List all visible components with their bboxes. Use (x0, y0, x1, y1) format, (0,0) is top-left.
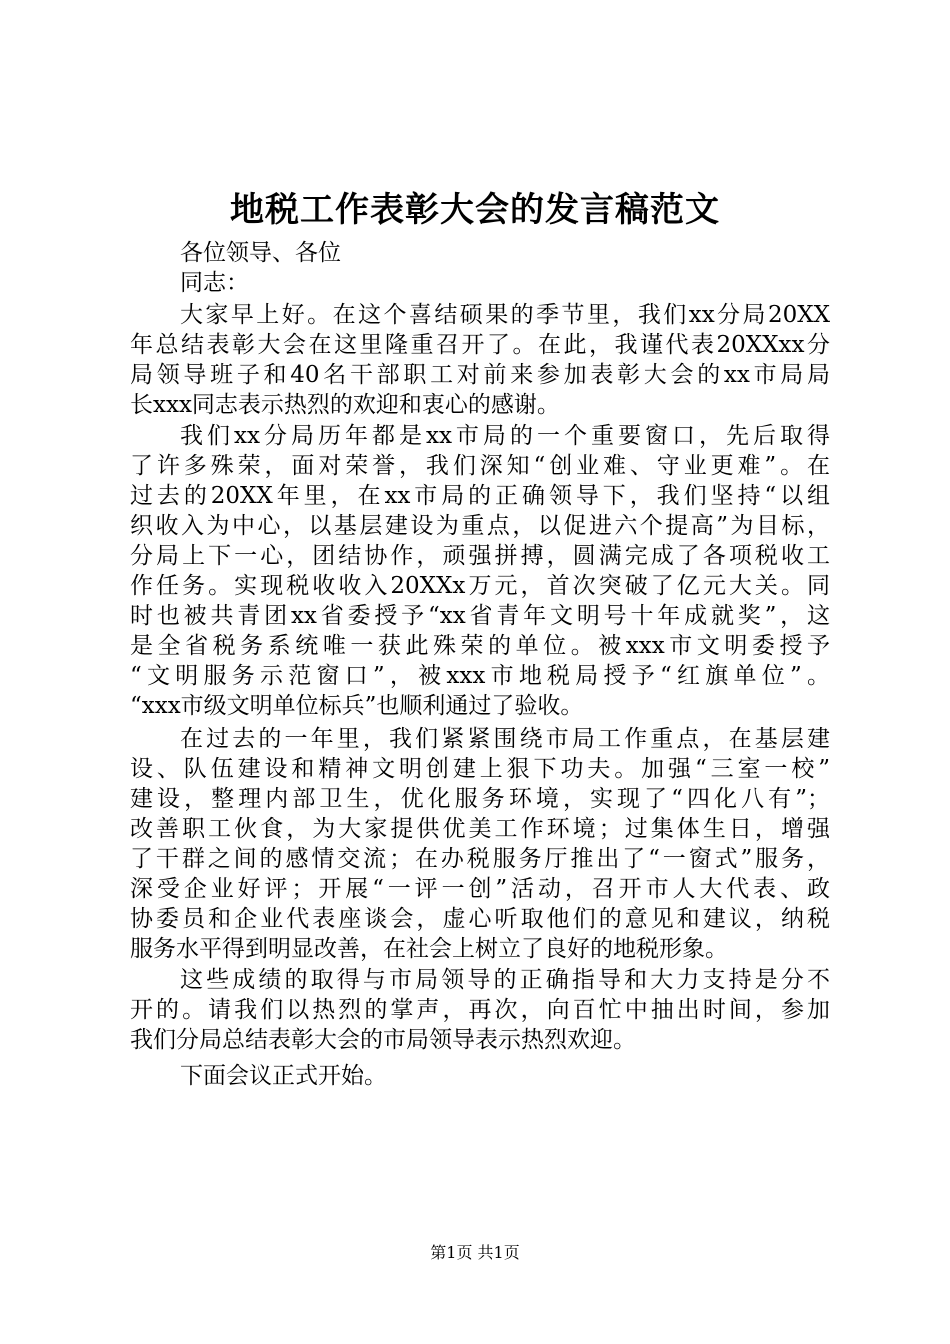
paragraph-4-line-2: 开的。请我们以热烈的掌声，再次，向百忙中抽出时间，参加 (130, 997, 830, 1023)
paragraph-2-line-2: 了许多殊荣，面对荣誉，我们深知“创业难、守业更难”。在 (130, 453, 830, 479)
paragraph-2-line-6: 作任务。实现税收收入20XXx万元，首次突破了亿元大关。同 (130, 573, 830, 599)
paragraph-2-line-4: 织收入为中心，以基层建设为重点，以促进六个提高”为目标， (130, 513, 830, 539)
paragraph-3-line-1: 在过去的一年里，我们紧紧围绕市局工作重点，在基层建 (180, 726, 830, 752)
document-title: 地税工作表彰大会的发言稿范文 (230, 190, 720, 230)
closing-line: 下面会议正式开始。 (180, 1063, 387, 1089)
paragraph-2-line-5: 分局上下一心，团结协作，顽强拼搏，圆满完成了各项税收工 (130, 543, 830, 569)
paragraph-1-line-4: 长xxx同志表示热烈的欢迎和衷心的感谢。 (130, 392, 560, 418)
paragraph-3-line-2: 设、队伍建设和精神文明创建上狠下功夫。加强“三室一校” (130, 756, 830, 782)
paragraph-3-line-7: 协委员和企业代表座谈会，虚心听取他们的意见和建议，纳税 (130, 906, 830, 932)
paragraph-1-line-3: 局领导班子和40名干部职工对前来参加表彰大会的xx市局局 (130, 362, 830, 388)
paragraph-1-line-2: 年总结表彰大会在这里隆重召开了。在此，我谨代表20XXxx分 (130, 332, 830, 358)
paragraph-2-line-7: 时也被共青团xx省委授予“xx省青年文明号十年成就奖”，这 (130, 603, 830, 629)
paragraph-2-line-1: 我们xx分局历年都是xx市局的一个重要窗口，先后取得 (180, 423, 830, 449)
paragraph-3-line-4: 改善职工伙食，为大家提供优美工作环境；过集体生日，增强 (130, 816, 830, 842)
paragraph-2-line-10: “xxx市级文明单位标兵”也顺利通过了验收。 (130, 693, 584, 719)
paragraph-2-line-9: “文明服务示范窗口”，被xxx市地税局授予“红旗单位”。 (130, 663, 830, 689)
salutation-line-1: 各位领导、各位 (180, 240, 341, 266)
paragraph-1-line-1: 大家早上好。在这个喜结硕果的季节里，我们xx分局20XX (180, 302, 830, 328)
paragraph-4-line-1: 这些成绩的取得与市局领导的正确指导和大力支持是分不 (180, 967, 830, 993)
paragraph-3-line-6: 深受企业好评；开展“一评一创”活动，召开市人大代表、政 (130, 876, 830, 902)
page-footer: 第1页 共1页 (430, 1243, 520, 1262)
paragraph-4-line-3: 我们分局总结表彰大会的市局领导表示热烈欢迎。 (130, 1027, 636, 1053)
paragraph-3-line-8: 服务水平得到明显改善，在社会上树立了良好的地税形象。 (130, 936, 728, 962)
paragraph-2-line-3: 过去的20XX年里，在xx市局的正确领导下，我们坚持“以组 (130, 483, 830, 509)
paragraph-3-line-3: 建设，整理内部卫生，优化服务环境，实现了“四化八有”； (130, 786, 830, 812)
paragraph-2-line-8: 是全省税务系统唯一获此殊荣的单位。被xxx市文明委授予 (130, 633, 830, 659)
salutation-line-2: 同志： (180, 270, 249, 296)
paragraph-3-line-5: 了干群之间的感情交流；在办税服务厅推出了“一窗式”服务， (130, 846, 830, 872)
